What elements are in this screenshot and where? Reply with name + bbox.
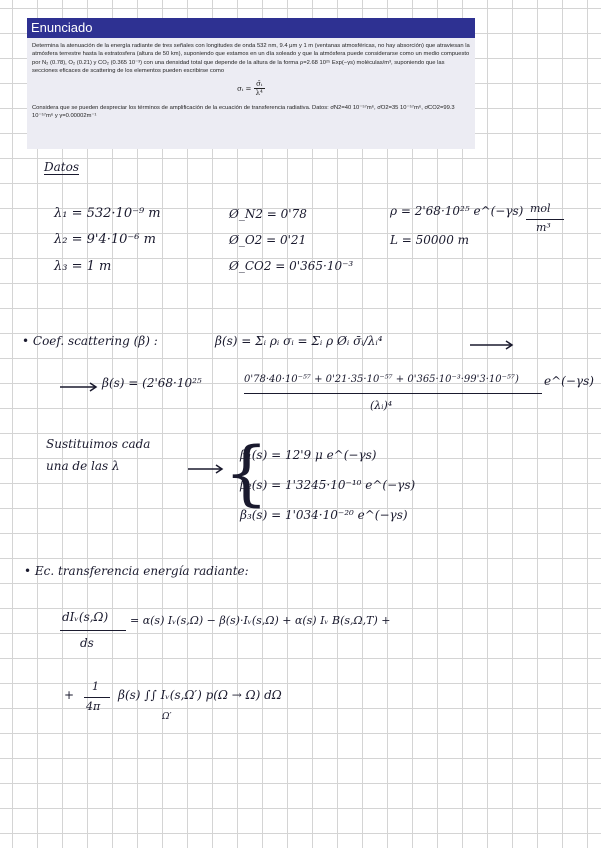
statement-title: Enunciado [27,18,475,38]
lambda-3: λ₃ = 1 m [54,259,112,274]
scattering-denominator: (λᵢ)⁴ [370,399,393,412]
arrow-right-icon [58,381,100,393]
cross-section-formula [32,80,470,98]
substitute-line-2: una de las λ [46,459,120,473]
lambda-2: λ₂ = 9'4·10⁻⁶ m [54,232,156,247]
curly-brace-icon: { [224,432,269,514]
transfer2-numerator: 1 [92,680,99,693]
formula-lhs: σᵢ = [237,84,252,93]
beta-3: β₃(s) = 1'034·10⁻²⁰ e^(−γs) [240,508,408,522]
substitute-line-1: Sustituimos cada [46,437,151,451]
datos-heading-text: Datos [44,160,79,174]
transfer2-rhs: β(s) ∫∫ Iᵥ(s,Ω′) p(Ω → Ω) dΩ [118,688,282,702]
arrow-right-icon [468,339,516,351]
length-L: L = 50000 m [390,233,470,247]
rho-density: ρ = 2'68·10²⁵ e^(−γs) [390,204,524,218]
transfer-denominator: ds [80,636,94,650]
beta-2: β₂(s) = 1'3245·10⁻¹⁰ e^(−γs) [240,478,416,492]
transfer2-denominator: 4π [86,700,101,713]
scattering-fraction-line [244,393,542,394]
rho-unit-denominator: m³ [536,221,551,234]
transfer2-integral-subscript: Ω′ [162,712,172,722]
scattering-lhs: β(s) = (2'68·10²⁵ [102,376,202,390]
transfer-numerator: dIᵥ(s,Ω) [62,610,109,624]
rho-unit-numerator: mol [530,202,551,215]
scattering-numerator: 0'78·40·10⁻⁵⁷ + 0'21·35·10⁻⁵⁷ + 0'365·10⁻³·99'3·10⁻⁵⁷) [244,374,519,385]
formula-fraction [254,80,265,98]
arrow-right-icon [186,463,226,475]
phi-o2: Ø_O2 = 0'21 [229,233,307,247]
transfer2-plus: + [64,688,75,702]
beta-1: β₁(s) = 12'9 μ e^(−γs) [240,448,377,462]
scattering-label: • Coef. scattering (β) : [22,334,158,348]
scattering-exponential: e^(−γs) [544,374,594,388]
statement-paragraph-2: Considera que se pueden despreciar los términos de amplificación de la ecuación de transferencia radiativa. Datos: σ̄N2=40 10⁻⁵⁷m⁶, σ̄O2=35 10⁻⁵⁷m⁶, σ̄CO2=99.3 10⁻⁵⁷m⁶ y γ=0.00002m⁻¹ [32,104,455,120]
transfer-rhs: = α(s) Iᵥ(s,Ω) − β(s)·Iᵥ(s,Ω) + α(s) Iᵥ B(s,Ω,T) + [130,614,391,627]
statement-body [27,38,475,120]
statement-box [27,18,475,149]
datos-heading [44,160,79,174]
lambda-1: λ₁ = 532·10⁻⁹ m [54,206,161,221]
statement-paragraph-1: Determina la atenuación de la energía radiante de tres señales con longitudes de onda 532 nm, 9.4 μm y 1 m (ventanas atmosféricas, no hay absorción) que atraviesan la atmósfera terrestre hasta la estratosfera (altura de 50 km), suponiendo que estamos en un día soleado y que la atmósfera puede considerarse como un medio compuesto por N₂ (0.78), O₂ (0.21) y CO₂ (0.365 10⁻³) con una densidad total que depende de la altura de la forma ρ=2.68 10²⁵ Exp(−γs) moléculas/m³, suponiendo que las secciones eficaces de scattering de los elementos pueden escribirse como [32,43,470,74]
formula-numerator: σ̄ᵢ [254,80,265,89]
phi-co2: Ø_CO2 = 0'365·10⁻³ [229,259,354,273]
formula-denominator: λ⁴ [255,89,263,98]
transfer-label: • Ec. transferencia energía radiante: [24,564,249,578]
phi-n2: Ø_N2 = 0'78 [229,207,307,221]
transfer-fraction-line [60,630,126,631]
scattering-definition: β(s) = Σᵢ ρᵢ σᵢ = Σᵢ ρ Øᵢ σ̄ᵢ/λᵢ⁴ [215,334,383,348]
transfer2-fraction-line [84,697,110,698]
